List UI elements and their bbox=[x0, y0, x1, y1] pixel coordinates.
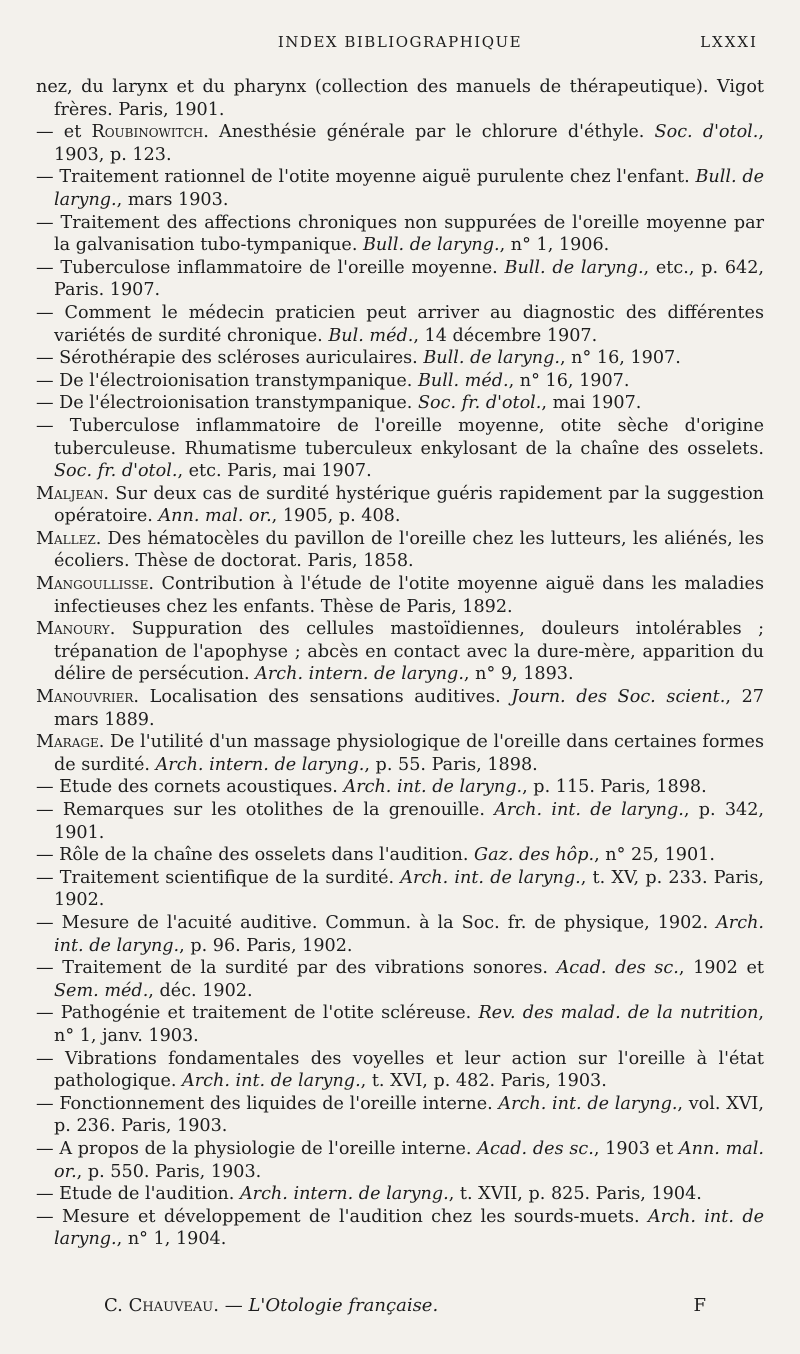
bibliography-entry bbox=[36, 1138, 764, 1183]
citation-source: Bull. de laryng. bbox=[363, 235, 500, 256]
entry-text: — Pathogénie et traitement de l'otite scléreuse. bbox=[36, 1003, 479, 1024]
citation-source: Journ. des Soc. scient. bbox=[511, 687, 726, 708]
bibliography-entry bbox=[36, 1002, 764, 1047]
citation-source: Ann. mal. or. bbox=[54, 1138, 764, 1182]
citation-source: Arch. intern. de laryng. bbox=[255, 664, 464, 685]
citation-source: Soc. fr. d'otol. bbox=[417, 393, 542, 414]
entry-text: , n° 9, 1893. bbox=[463, 664, 574, 685]
footer-author-name: Chauveau bbox=[128, 1295, 214, 1316]
author-name: Marage bbox=[36, 732, 99, 753]
footer-book-title: L'Otologie française. bbox=[248, 1295, 439, 1316]
entry-text: — Mesure et développement de l'audition chez les sourds-muets. bbox=[36, 1206, 649, 1227]
bibliography-entry bbox=[36, 415, 764, 483]
bibliography-entry bbox=[36, 686, 764, 731]
entry-text: , 14 décembre 1907. bbox=[413, 325, 598, 346]
bibliography-entry bbox=[36, 618, 764, 686]
bibliography-entry bbox=[36, 392, 764, 415]
entry-text: . Des hématocèles du pavillon de l'oreille chez les lutteurs, les aliénés, les écoliers. Thèse de doctorat. Paris, 1858. bbox=[54, 528, 764, 572]
entry-text: — Traitement rationnel de l'otite moyenne aiguë purulente chez l'enfant. bbox=[36, 167, 696, 188]
entry-text: — Remarques sur les otolithes de la grenouille. bbox=[36, 800, 495, 820]
entry-text: , etc. Paris, mai 1907. bbox=[177, 461, 372, 482]
entry-text: , 27 mars 1889. bbox=[54, 687, 764, 730]
author-name: Maljean bbox=[36, 483, 104, 504]
entry-text: , t. XVI, p. 482. Paris, 1903. bbox=[360, 1071, 607, 1092]
entry-text: . Contribution à l'étude de l'otite moyenne aiguë dans les maladies infectieuses chez les enfants. Thèse de Paris, 1892. bbox=[54, 574, 764, 617]
entry-text: , 1902 et bbox=[678, 958, 764, 979]
entry-text: — Etude de l'audition. bbox=[36, 1184, 240, 1205]
bibliography-entry bbox=[36, 302, 764, 347]
citation-source: Ann. mal. or. bbox=[158, 506, 272, 527]
entry-text: , n° 1, 1906. bbox=[499, 235, 610, 256]
entry-text: — Tuberculose inflammatoire de l'oreille moyenne, otite sèche d'origine tuberculeuse. Rhumatisme tuberculeux enkylosant de la chaîne des osselets. bbox=[36, 415, 764, 459]
citation-source: Bull. de laryng. bbox=[54, 167, 765, 210]
citation-source: Arch. int. de laryng. bbox=[343, 777, 523, 798]
entry-text: . Sur deux cas de surdité hystérique guéris rapidement par la suggestion opératoire. bbox=[54, 483, 764, 527]
bibliography-entry bbox=[36, 212, 764, 257]
bibliography-entry bbox=[36, 347, 764, 370]
bibliography-entry bbox=[36, 76, 764, 121]
entry-text: , n° 16, 1907. bbox=[560, 348, 681, 369]
entry-text: , p. 550. Paris, 1903. bbox=[76, 1161, 262, 1182]
entry-text: — Sérothérapie des scléroses auriculaires. bbox=[36, 348, 424, 369]
author-name: Manouvrier bbox=[36, 687, 134, 708]
citation-source: Acad. des sc. bbox=[556, 958, 679, 979]
page-footer bbox=[0, 1295, 800, 1321]
author-name: Mallez bbox=[36, 528, 96, 549]
entry-text: nez, du larynx et du pharynx (collection des manuels de thérapeutique). Vigot frères. Paris, 1901. bbox=[36, 77, 764, 120]
bibliography-entry bbox=[36, 957, 764, 1002]
running-header bbox=[0, 33, 800, 57]
citation-source: Arch. int. de laryng. bbox=[182, 1071, 361, 1092]
entry-text: , p. 115. Paris, 1898. bbox=[522, 777, 707, 798]
entry-text: . Anesthésie générale par le chlorure d'éthyle. bbox=[203, 122, 655, 143]
entry-text: , p. 342, 1901. bbox=[54, 800, 764, 843]
author-name: Manoury bbox=[36, 619, 110, 640]
bibliography-entry bbox=[36, 776, 764, 799]
entry-text: — Comment le médecin praticien peut arriver au diagnostic des différentes variétés de surdité chronique. bbox=[36, 302, 764, 346]
entry-text: — De l'électroionisation transtympanique. bbox=[36, 393, 418, 414]
bibliography-entry bbox=[36, 799, 764, 844]
bibliography-entry bbox=[36, 844, 764, 867]
citation-source: Bull. de laryng. bbox=[504, 257, 644, 278]
entry-text: — Traitement de la surdité par des vibrations sonores. bbox=[36, 958, 557, 979]
bibliography-entry bbox=[36, 257, 764, 302]
citation-source: Arch. intern. de laryng. bbox=[155, 754, 365, 775]
entry-text: — Traitement des affections chroniques non suppurées de l'oreille moyenne par la galvanisation tubo-tympanique. bbox=[36, 212, 764, 256]
citation-source: Acad. des sc. bbox=[477, 1138, 594, 1159]
citation-source: Rev. des malad. de la nutrition bbox=[478, 1003, 759, 1024]
signature-mark: F bbox=[693, 1295, 706, 1316]
bibliography-entry bbox=[36, 573, 764, 618]
running-title: INDEX BIBLIOGRAPHIQUE bbox=[277, 33, 523, 51]
entry-text: . Suppuration des cellules mastoïdiennes, douleurs intolérables ; trépanation de l'apophyse ; abcès en contact avec la dure-mère, apparition du délire de persécution. bbox=[54, 619, 764, 685]
author-name: Roubinowitch bbox=[91, 122, 204, 143]
bibliography-entry bbox=[36, 1183, 764, 1206]
entry-text: , mars 1903. bbox=[116, 189, 229, 210]
footer-separator: . — bbox=[213, 1295, 249, 1316]
entry-text: , n° 16, 1907. bbox=[508, 370, 630, 391]
entry-text: , mai 1907. bbox=[541, 393, 642, 414]
entry-text: , etc., p. 642, Paris. 1907. bbox=[54, 257, 765, 301]
footer-author-initial: C. bbox=[104, 1295, 129, 1316]
entry-text: , 1905, p. 408. bbox=[271, 506, 401, 527]
bibliography-entry bbox=[36, 166, 764, 211]
bibliography-entry bbox=[36, 121, 764, 166]
entry-text: , déc. 1902. bbox=[148, 980, 253, 1001]
entry-text: — et bbox=[36, 122, 92, 143]
bibliography-entries bbox=[36, 76, 764, 1251]
entry-text: , n° 1, janv. 1903. bbox=[54, 1003, 765, 1046]
bibliography-entry bbox=[36, 370, 764, 393]
bibliography-entry bbox=[36, 528, 764, 573]
entry-text: — De l'électroionisation transtympanique. bbox=[36, 370, 418, 391]
citation-source: Arch. int. de laryng. bbox=[498, 1093, 678, 1114]
entry-text: , p. 96. Paris, 1902. bbox=[179, 935, 353, 956]
entry-text: — Fonctionnement des liquides de l'oreille interne. bbox=[36, 1093, 499, 1114]
footer-signature-line bbox=[104, 1295, 438, 1316]
bibliography-entry bbox=[36, 731, 764, 776]
entry-text: — Traitement scientifique de la surdité. bbox=[36, 867, 401, 888]
citation-source: Soc. fr. d'otol. bbox=[54, 461, 178, 482]
citation-source: Bull. méd. bbox=[417, 370, 509, 391]
entry-text: , 1903, p. 123. bbox=[54, 122, 764, 165]
entry-text: — Etude des cornets acoustiques. bbox=[36, 777, 344, 798]
entry-text: . Localisation des sensations auditives. bbox=[133, 687, 512, 708]
bibliography-entry bbox=[36, 1048, 764, 1093]
entry-text: . De l'utilité d'un massage physiologique de l'oreille dans certaines formes de surdité. bbox=[54, 732, 764, 775]
entry-text: , 1903 et bbox=[593, 1138, 679, 1159]
entry-text: , vol. XVI, p. 236. Paris, 1903. bbox=[54, 1093, 764, 1137]
entry-text: , p. 55. Paris, 1898. bbox=[364, 754, 538, 775]
bibliography-entry bbox=[36, 1206, 764, 1251]
bibliography-entry bbox=[36, 483, 764, 528]
bibliography-entry bbox=[36, 1093, 764, 1138]
citation-source: Soc. d'otol. bbox=[654, 122, 759, 143]
citation-source: Arch. int. de laryng. bbox=[494, 800, 684, 820]
entry-text: , t. XVII, p. 825. Paris, 1904. bbox=[448, 1184, 702, 1205]
citation-source: Sem. méd. bbox=[54, 980, 149, 1001]
author-name: Mangoullisse bbox=[36, 574, 149, 595]
citation-source: Gaz. des hôp. bbox=[474, 845, 595, 866]
entry-text: — A propos de la physiologie de l'oreille interne. bbox=[36, 1138, 478, 1159]
entry-text: , n° 25, 1901. bbox=[594, 845, 715, 866]
bibliography-entry bbox=[36, 867, 764, 912]
entry-text: — Vibrations fondamentales des voyelles et leur action sur l'oreille à l'état pathologique. bbox=[36, 1048, 764, 1092]
entry-text: — Rôle de la chaîne des osselets dans l'audition. bbox=[36, 845, 475, 866]
bibliography-entry bbox=[36, 912, 764, 957]
entry-text: , t. XV, p. 233. Paris, 1902. bbox=[54, 867, 764, 911]
page-number: LXXXI bbox=[700, 33, 758, 51]
entry-text: — Mesure de l'acuité auditive. Commun. à la Soc. fr. de physique, 1902. bbox=[36, 912, 717, 933]
citation-source: Arch. int. de laryng. bbox=[400, 867, 581, 888]
citation-source: Arch. int. de laryng. bbox=[54, 912, 764, 956]
citation-source: Arch. int. de laryng. bbox=[54, 1206, 764, 1250]
citation-source: Arch. intern. de laryng. bbox=[239, 1184, 449, 1205]
entry-text: , n° 1, 1904. bbox=[116, 1229, 227, 1250]
citation-source: Bull. de laryng. bbox=[423, 348, 560, 369]
entry-text: — Tuberculose inflammatoire de l'oreille moyenne. bbox=[36, 257, 505, 278]
citation-source: Bul. méd. bbox=[328, 325, 414, 346]
